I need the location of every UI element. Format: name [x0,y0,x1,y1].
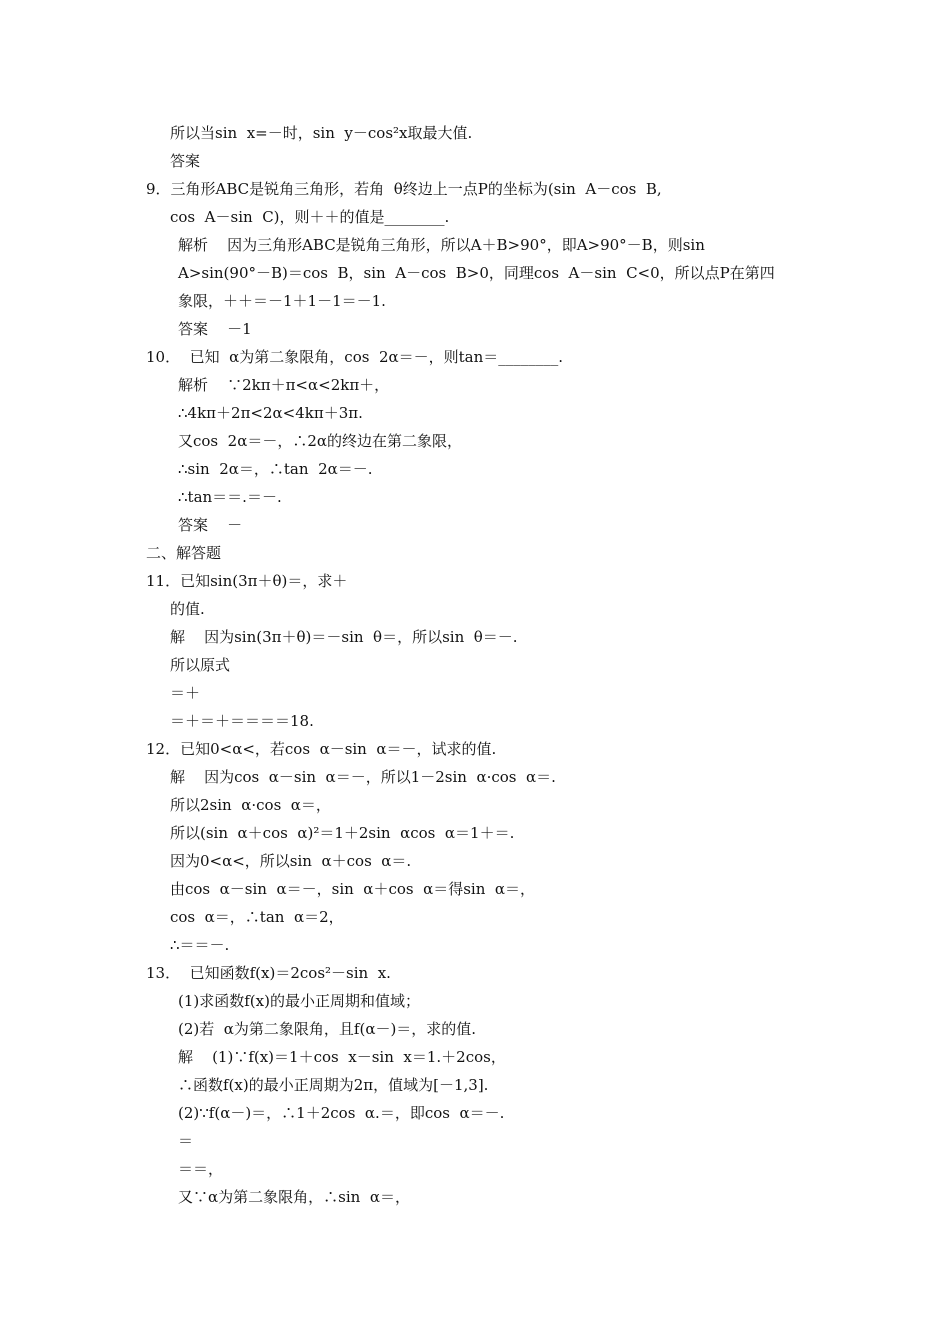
text-line: ＝＝， [178,1160,224,1178]
text-line: 又cos 2α＝－，∴2α的终边在第二象限， [178,432,463,450]
text-line: cos α＝，∴tan α＝2， [170,908,344,926]
text-line: 10． 已知 α为第二象限角，cos 2α＝－，则tan＝________. [146,348,564,366]
text-line: 解 因为cos α－sin α＝－，所以1－2sin α·cos α＝. [170,768,556,786]
text-line: 9．三角形ABC是锐角三角形，若角 θ终边上一点P的坐标为(sin A－cos B, [146,180,662,198]
text-line: ∴＝＝－. [170,936,230,954]
text-line: (1)求函数f(x)的最小正周期和值域； [178,992,420,1010]
text-line: 所以2sin α·cos α＝， [170,796,331,814]
text-line: (2)∵f(α－)＝，∴1＋2cos α.＝，即cos α＝－. [178,1104,505,1122]
text-line: 所以(sin α＋cos α)²＝1＋2sin αcos α＝1＋＝. [170,824,515,842]
text-line: 因为0<α<，所以sin α＋cos α＝. [170,852,412,870]
text-line: 解 因为sin(3π＋θ)＝－sin θ＝，所以sin θ＝－. [170,628,518,646]
text-line: 所以原式 [170,656,231,674]
text-line: ＝＋＝＋＝＝＝＝18. [170,712,314,730]
text-line: 12．已知0<α<，若cos α－sin α＝－，试求的值. [146,740,497,758]
text-line: 11．已知sin(3π＋θ)＝，求＋ [146,572,348,590]
text-line: ∴tan＝＝.＝－. [178,488,282,506]
text-line: 解 (1)∵f(x)＝1＋cos x－sin x＝1.＋2cos， [178,1048,506,1066]
text-line: 答案 －1 [178,320,252,338]
text-line: 13． 已知函数f(x)＝2cos²－sin x. [146,964,391,982]
text-line: cos A－sin C)，则＋＋的值是________. [170,208,450,226]
text-line: (2)若 α为第二象限角，且f(α－)＝，求的值. [178,1020,477,1038]
text-line: 由cos α－sin α＝－，sin α＋cos α＝得sin α＝， [170,880,536,898]
text-line: 答案 [170,152,201,170]
text-line: ∴4kπ＋2π<2α<4kπ＋3π. [178,404,363,422]
text-line: A>sin(90°－B)＝cos B，sin A－cos B>0，同理cos A－sin C<0，所以点P在第四 [178,264,775,282]
text-line: 解析 ∵2kπ＋π<α<2kπ＋， [178,376,390,394]
text-line: 象限，＋＋＝－1＋1－1＝－1. [178,292,386,310]
text-line: 答案 － [178,516,243,534]
text-line: 又∵α为第二象限角，∴sin α＝， [178,1188,410,1206]
text-line: 的值. [170,600,205,618]
section-heading: 二、解答题 [146,544,222,562]
text-line: ＝＋ [170,684,201,702]
text-line: ＝ [178,1132,194,1150]
text-line: ∴sin 2α＝，∴tan 2α＝－. [178,460,373,478]
text-line: 所以当sin x=－时，sin y－cos²x取最大值. [170,124,473,142]
text-line: 解析 因为三角形ABC是锐角三角形，所以A＋B>90°，即A>90°－B，则sin [178,236,705,254]
text-line: ∴函数f(x)的最小正周期为2π，值域为[－1,3]. [178,1076,489,1094]
